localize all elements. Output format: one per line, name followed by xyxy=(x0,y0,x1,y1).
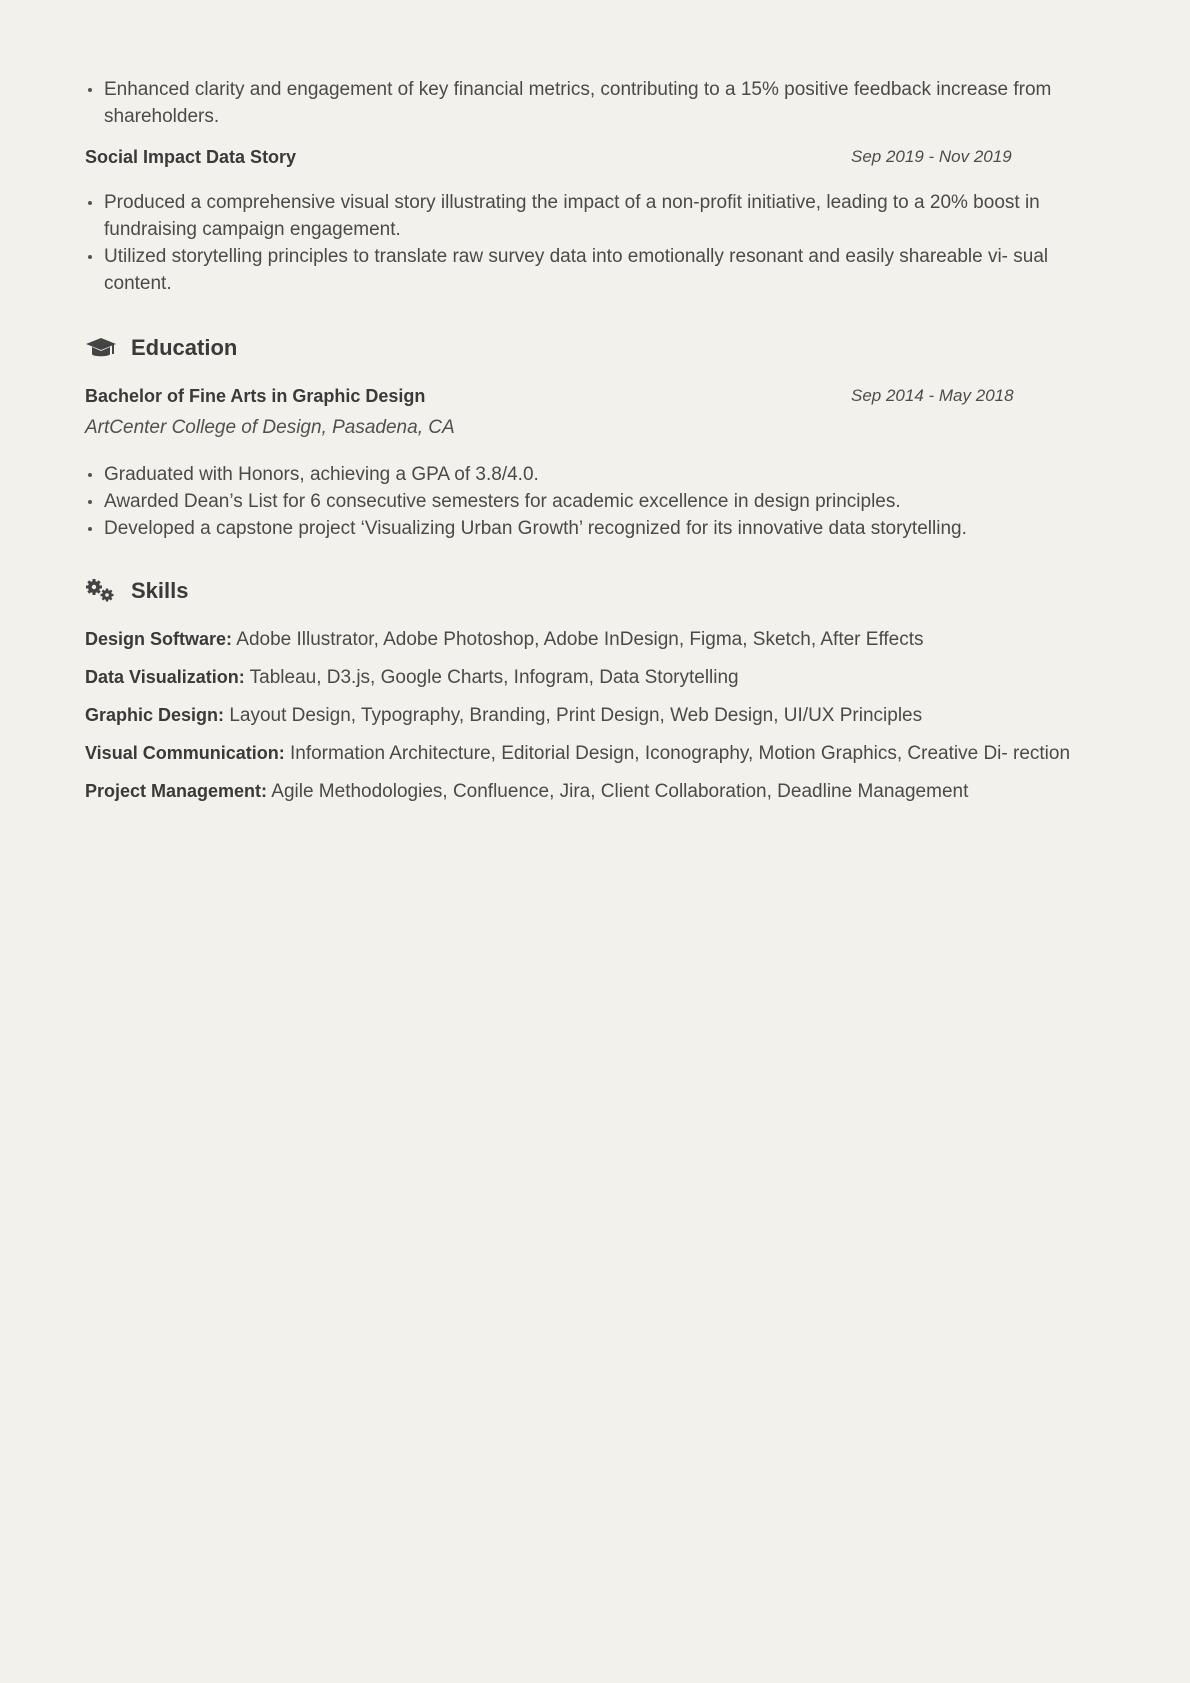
project-header xyxy=(85,144,1105,170)
degree-header xyxy=(85,383,1105,409)
education-heading xyxy=(85,333,1105,363)
degree-title: Bachelor of Fine Arts in Graphic Design xyxy=(85,386,426,406)
experience-bullets xyxy=(85,76,1105,130)
skill-row xyxy=(85,778,1105,805)
skill-row xyxy=(85,702,1105,729)
skill-row xyxy=(85,626,1105,653)
skill-label: Project Management: xyxy=(85,781,268,801)
skills-list xyxy=(85,626,1105,805)
project-date: Sep 2019 - Nov 2019 xyxy=(851,147,1012,166)
list-item: Awarded Dean’s List for 6 consecutive semesters for academic excellence in design principles. xyxy=(85,488,1105,515)
list-item: Utilized storytelling principles to translate raw survey data into emotionally resonant and easily shareable vi- sual content. xyxy=(85,243,1114,297)
skills-heading xyxy=(85,576,1105,606)
skill-label: Visual Communication: xyxy=(85,743,285,763)
list-item: Developed a capstone project ‘Visualizing Urban Growth’ recognized for its innovative data storytelling. xyxy=(85,515,1105,542)
resume-page xyxy=(85,76,1105,805)
skill-row xyxy=(85,740,1095,767)
project-title: Social Impact Data Story xyxy=(85,147,297,167)
skill-value: Information Architecture, Editorial Design, Iconography, Motion Graphics, Creative Di- rection xyxy=(289,743,1071,764)
skill-row xyxy=(85,664,1105,691)
list-item: Produced a comprehensive visual story illustrating the impact of a non-profit initiative, leading to a 20% boost in fundraising campaign engagement. xyxy=(85,189,1114,243)
skill-label: Design Software: xyxy=(85,629,233,649)
skill-value: Layout Design, Typography, Branding, Print Design, Web Design, UI/UX Principles xyxy=(229,705,923,726)
degree-date: Sep 2014 - May 2018 xyxy=(851,386,1014,405)
skill-value: Adobe Illustrator, Adobe Photoshop, Adobe InDesign, Figma, Sketch, After Effects xyxy=(236,629,924,650)
school-name: ArtCenter College of Design, Pasadena, CA xyxy=(85,417,455,438)
list-item: Graduated with Honors, achieving a GPA of 3.8/4.0. xyxy=(85,461,1105,488)
gears-icon xyxy=(85,578,117,604)
education-bullets xyxy=(85,461,1105,542)
graduation-cap-icon xyxy=(85,335,117,361)
project-bullets xyxy=(85,189,1105,297)
skill-label: Data Visualization: xyxy=(85,667,245,687)
section-title: Skills xyxy=(131,578,189,603)
skills-section xyxy=(85,576,1105,805)
skill-label: Graphic Design: xyxy=(85,705,225,725)
education-section xyxy=(85,333,1105,542)
section-title: Education xyxy=(131,335,238,360)
skill-value: Agile Methodologies, Confluence, Jira, Client Collaboration, Deadline Management xyxy=(271,781,969,802)
skill-value: Tableau, D3.js, Google Charts, Infogram, Data Storytelling xyxy=(249,667,739,688)
list-item: Enhanced clarity and engagement of key financial metrics, contributing to a 15% positive feedback increase from shareholders. xyxy=(85,76,1094,130)
project-entry xyxy=(85,144,1105,297)
